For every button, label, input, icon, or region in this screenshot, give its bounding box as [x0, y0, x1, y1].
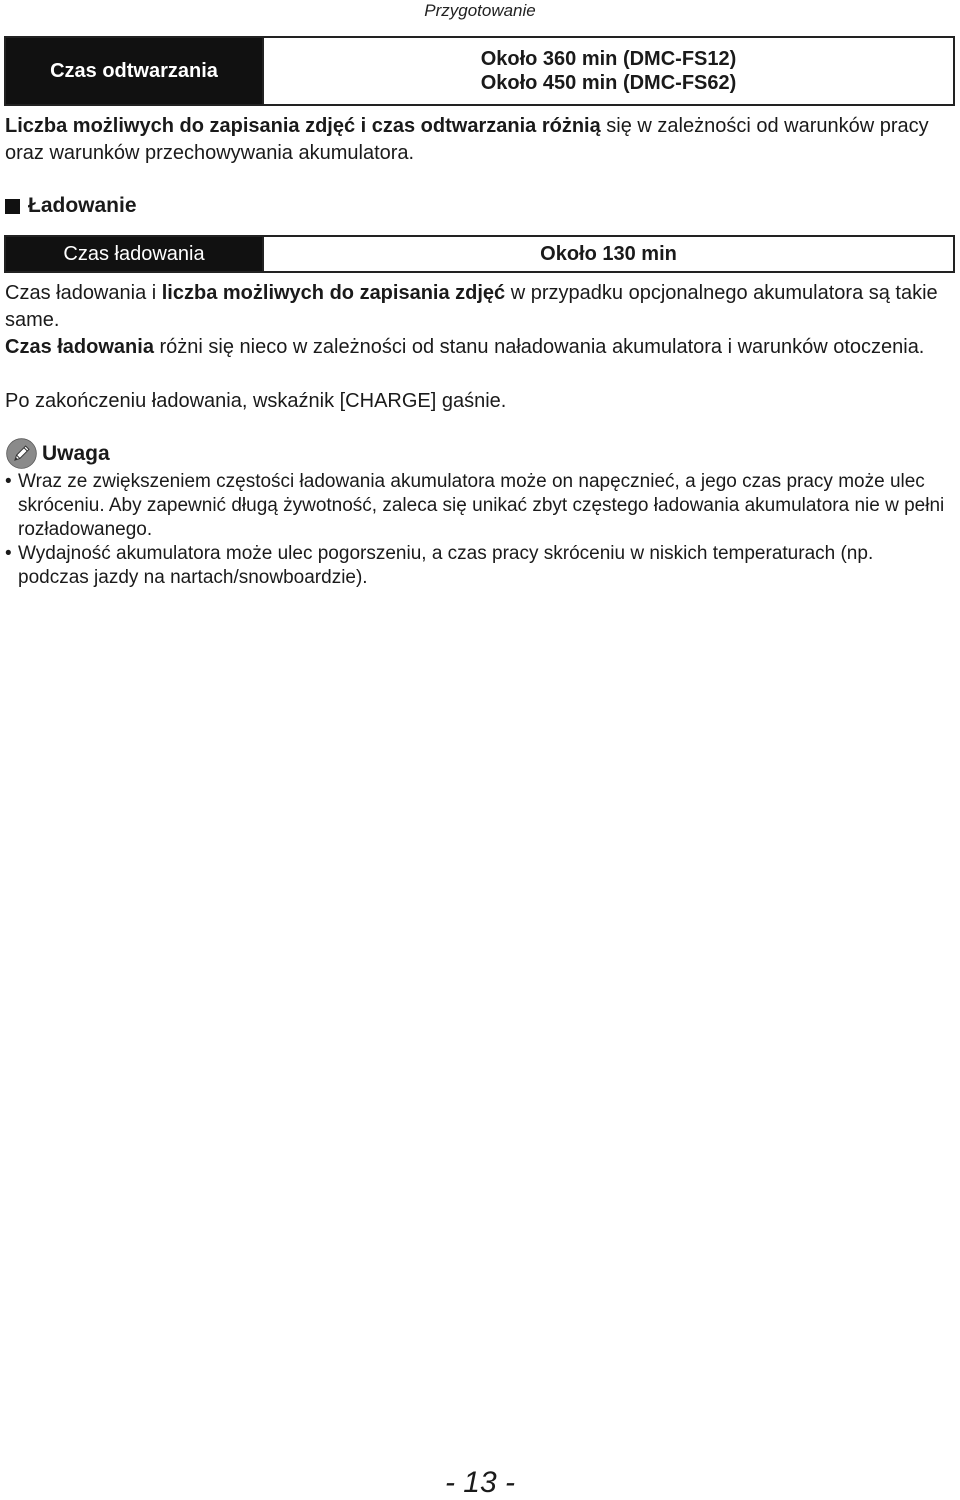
note-bullet-item [5, 470, 945, 542]
charging-time-value [262, 237, 953, 271]
note-bullet-item [5, 542, 945, 590]
page-header-section: Przygotowanie [424, 1, 536, 20]
charging-time-label: Czas ładowania [6, 237, 262, 271]
charging-section-heading [5, 194, 137, 218]
note-heading [5, 437, 110, 470]
note-bullet-text: Wraz ze zwiększeniem częstości ładowania akumulatora może on napęcznieć, a jego czas pracy może ulec skróceniu. Aby zapewnić długą żywotność, zaleca się unikać zbyt częstego ładowania akumulatora nie w pełni rozładowanego. [18, 471, 945, 540]
playback-note-paragraph [5, 113, 945, 167]
playback-note-bold: Liczba możliwych do zapisania zdjęć i czas odtwarzania różnią [5, 115, 601, 137]
charging-paragraph-2 [5, 334, 945, 361]
note-bullet-text: Wydajność akumulatora może ulec pogorszeniu, a czas pracy skróceniu w niskich temperaturach (np. podczas jazdy na nartach/snowboardzie). [18, 543, 874, 588]
square-icon [5, 199, 20, 214]
playback-time-label: Czas odtwarzania [6, 38, 262, 104]
playback-time-table [4, 36, 955, 106]
charging-paragraph-3: Po zakończeniu ładowania, wskaźnik [CHARGE] gaśnie. [5, 390, 507, 412]
note-bullet-list [5, 470, 945, 590]
note-heading-text: Uwaga [42, 441, 110, 465]
charging-p1-part-a: Czas ładowania i [5, 282, 162, 304]
charging-heading-text: Ładowanie [28, 194, 137, 217]
charging-p1-part-c: w przypadku opcjonalnego akumulatora są takie same. [5, 282, 938, 331]
bullet-dot-icon: • [5, 543, 12, 564]
charging-p2-rest: różni się nieco w zależności od stanu naładowania akumulatora i warunków otoczenia. [153, 336, 925, 358]
playback-time-values [262, 38, 953, 104]
bullet-dot-icon: • [5, 471, 12, 492]
playback-time-value-fs12: Około 360 min (DMC-FS12) [480, 48, 737, 70]
charging-paragraph-1 [5, 280, 945, 334]
playback-note-rest: się w zależności od warunków pracy oraz warunków przechowywania akumulatora. [5, 115, 929, 164]
charging-time-value-text: Około 130 min [540, 243, 677, 265]
page-number: - 13 - [444, 1466, 516, 1499]
charging-p2-bold: Czas ładowania [5, 336, 154, 358]
pencil-note-icon [5, 437, 38, 470]
charging-p1-bold: liczba możliwych do zapisania zdjęć [161, 282, 506, 304]
playback-time-value-fs62: Około 450 min (DMC-FS62) [480, 72, 737, 94]
charging-time-table [4, 235, 955, 273]
